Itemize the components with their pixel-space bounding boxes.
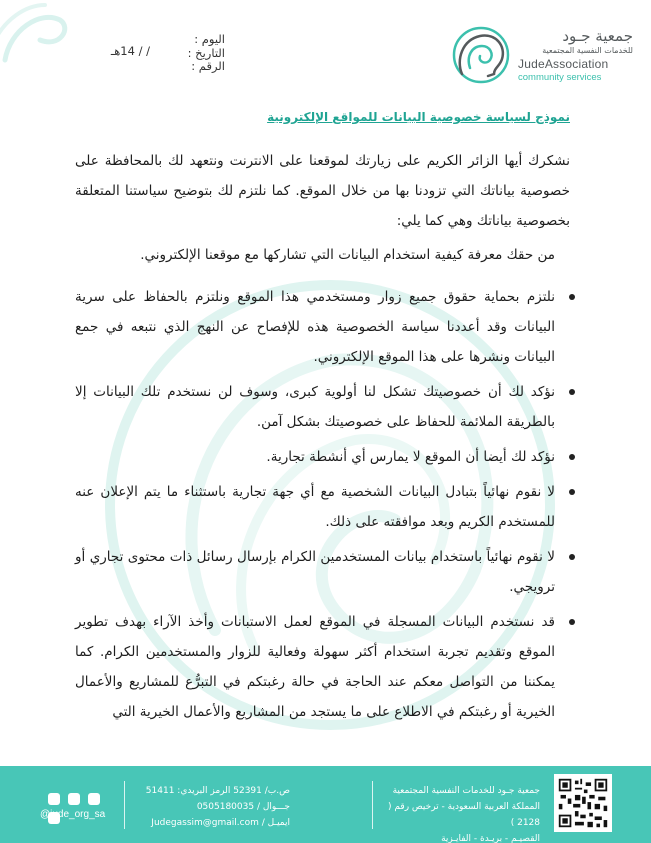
logo-tagline-english: community services bbox=[518, 72, 602, 83]
twitter-icon[interactable] bbox=[68, 793, 80, 805]
qr-code[interactable] bbox=[554, 774, 612, 832]
footer-email[interactable]: ايميـل / Judegassim@gmail.com bbox=[151, 818, 290, 828]
bullet-icon bbox=[569, 389, 575, 395]
policy-list bbox=[75, 282, 555, 732]
footer-license: المملكة العربية السعودية - ترخيص رقم ( 2128 ) bbox=[388, 802, 540, 828]
footer-postal: ص.ب/ 52391 الرمز البريدي: 51411 bbox=[145, 786, 290, 796]
footer-divider bbox=[124, 781, 125, 829]
subintro-paragraph: من حقك معرفة كيفية استخدام البيانات التي تشاركها مع موقعنا الإلكتروني. bbox=[140, 247, 555, 263]
date-label: التاريخ : bbox=[187, 45, 225, 60]
list-item: قد نستخدم البيانات المسجلة في الموقع لعمل الاستبانات وأخذ الآراء بهدف تطوير الموقع وتقديم تجربة استخدام أكثر سهولة وفعالية للزوار والمستخدمين الكرام. كما يمكننا من التواصل معكم عند الحاجة في حالة رغبتكم في التبرُّع للمشاريع والأعمال الخيرية أو رغبتكم في الاطلاع على ما يستجد من المشاريع والأعمال الخيرية التي bbox=[75, 607, 555, 727]
list-item: نؤكد لك أن خصوصيتك تشكل لنا أولوية كبرى، وسوف لن نستخدم تلك البيانات إلا بالطريقة الملائمة للحفاظ على خصوصيتك بشكل آمن. bbox=[75, 377, 555, 437]
head-profile-icon bbox=[448, 24, 514, 86]
list-item: لا نقوم نهائياً بتبادل البيانات الشخصية مع أي جهة تجارية باستثناء ما يتم الإعلان عنه للمستخدم الكريم وبعد موافقته على ذلك. bbox=[75, 477, 555, 537]
footer-organization-info bbox=[380, 783, 540, 843]
number-label: الرقم : bbox=[191, 59, 225, 73]
intro-paragraph: نشكرك أيها الزائر الكريم على زيارتك لموقعنا على الانترنت ونتعهد لك بالمحافظة على خصوصية بياناتك التي تزودنا بها من خلال الموقع. كما نلتزم لك بتوضيح سياستنا المتعلقة بخصوصية بياناتك وهي كما يلي: bbox=[75, 153, 570, 229]
logo-subtitle-arabic: للخدمات النفسية المجتمعية bbox=[542, 46, 633, 55]
snapchat-icon[interactable] bbox=[48, 793, 60, 805]
footer-org-name: جمعية جـود للخدمات النفسية المجتمعية bbox=[392, 786, 540, 796]
organization-logo bbox=[448, 24, 638, 86]
logo-name-english: JudeAssociation bbox=[518, 57, 609, 71]
footer bbox=[0, 766, 651, 843]
day-label: اليوم : bbox=[194, 32, 225, 46]
social-handle[interactable]: @jude_org_sa bbox=[40, 809, 106, 820]
bullet-icon bbox=[569, 489, 575, 495]
logo-name-arabic: جمعية جـود bbox=[562, 27, 633, 45]
list-item: نلتزم بحماية حقوق جميع زوار ومستخدمي هذا الموقع ونلتزم بالحفاظ على سرية البيانات وقد أعددنا سياسة الخصوصية هذه للإفصاح عن النهج الذي نتبعه في جمع البيانات ونشرها على هذا الموقع الإلكتروني. bbox=[75, 282, 555, 372]
footer-location: القصيـم - بريـدة - الفايـزية bbox=[441, 834, 540, 843]
document-meta bbox=[145, 33, 225, 74]
date-value: / / 14هـ bbox=[110, 44, 150, 58]
footer-phone[interactable]: جـــوال / 0505180035 bbox=[196, 802, 290, 812]
bullet-icon bbox=[569, 554, 575, 560]
document-title: نموذج لسياسة خصوصية البيانات للمواقع الإلكترونية bbox=[267, 110, 570, 124]
bullet-icon bbox=[569, 294, 575, 300]
bullet-icon bbox=[569, 619, 575, 625]
social-icons bbox=[48, 790, 108, 804]
list-item: لا نقوم نهائياً باستخدام بيانات المستخدمين الكرام بإرسال رسائل ذات محتوى تجاري أو ترويجي. bbox=[75, 542, 555, 602]
footer-contact-info bbox=[130, 783, 290, 831]
corner-swirl-decoration bbox=[0, 0, 75, 75]
list-item: نؤكد لك أيضا أن الموقع لا يمارس أي أنشطة تجارية. bbox=[75, 442, 555, 472]
youtube-icon[interactable] bbox=[88, 793, 100, 805]
footer-divider bbox=[372, 781, 373, 829]
bullet-icon bbox=[569, 454, 575, 460]
